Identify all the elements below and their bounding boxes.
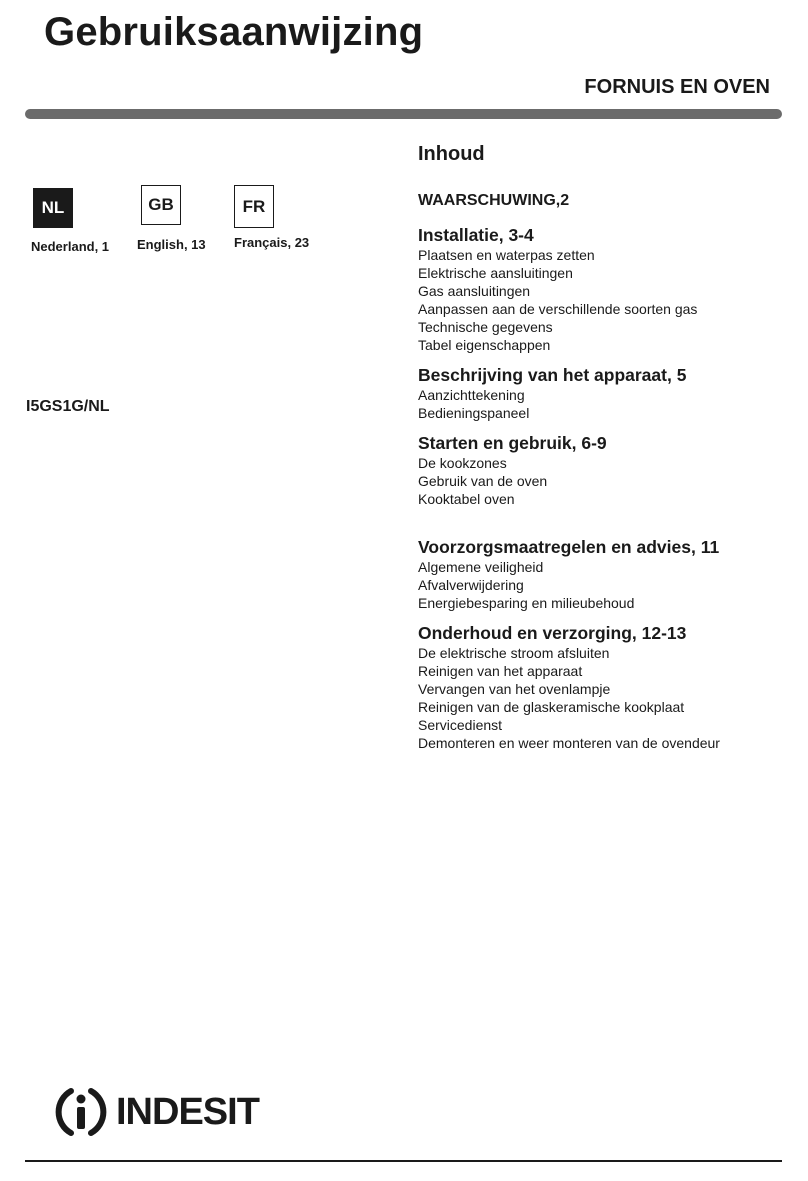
toc-section-title[interactable]: Starten en gebruik, 6-9 bbox=[418, 433, 607, 453]
indesit-i-circle-icon bbox=[52, 1083, 110, 1141]
toc-heading: Inhoud bbox=[418, 143, 485, 165]
toc-item[interactable]: Gas aansluitingen bbox=[418, 283, 531, 299]
brand-logo bbox=[52, 1083, 259, 1141]
header-divider bbox=[25, 109, 782, 119]
toc-item[interactable]: Elektrische aansluitingen bbox=[418, 265, 573, 281]
toc-section-starten bbox=[418, 432, 788, 508]
toc-item[interactable]: Aanzichttekening bbox=[418, 387, 525, 403]
toc-item[interactable]: Vervangen van het ovenlampje bbox=[418, 681, 611, 697]
toc-item[interactable]: Technische gegevens bbox=[418, 319, 553, 335]
toc-item[interactable]: Demonteren en weer monteren van de ovendeur bbox=[418, 735, 720, 751]
footer-divider bbox=[25, 1160, 782, 1162]
lang-button-nl[interactable] bbox=[33, 188, 73, 228]
toc-item[interactable]: Energiebesparing en milieubehoud bbox=[418, 595, 635, 611]
toc-item[interactable]: Algemene veiligheid bbox=[418, 559, 544, 575]
toc-section-installatie bbox=[418, 224, 788, 354]
toc-section-title[interactable]: Onderhoud en verzorging, 12-13 bbox=[418, 623, 687, 643]
toc-item[interactable]: Gebruik van de oven bbox=[418, 473, 548, 489]
table-of-contents bbox=[418, 143, 788, 762]
model-number: I5GS1G/NL bbox=[26, 398, 110, 415]
toc-section-title[interactable]: Voorzorgsmaatregelen en advies, 11 bbox=[418, 537, 720, 557]
toc-item[interactable]: Kooktabel oven bbox=[418, 491, 515, 507]
toc-item[interactable]: Plaatsen en waterpas zetten bbox=[418, 247, 595, 263]
lang-caption-gb[interactable]: English, 13 bbox=[137, 237, 206, 252]
toc-section-onderhoud bbox=[418, 622, 788, 752]
toc-item[interactable]: Servicedienst bbox=[418, 717, 503, 733]
lang-code-fr: FR bbox=[242, 196, 266, 216]
lang-button-fr[interactable] bbox=[234, 185, 274, 228]
toc-item[interactable]: Reinigen van het apparaat bbox=[418, 663, 583, 679]
toc-section-voorzorg bbox=[418, 536, 788, 612]
toc-section-title[interactable]: Installatie, 3-4 bbox=[418, 225, 534, 245]
lang-caption-nl[interactable]: Nederland, 1 bbox=[31, 239, 110, 254]
toc-item[interactable]: Tabel eigenschappen bbox=[418, 337, 551, 353]
lang-button-gb[interactable] bbox=[141, 185, 181, 225]
lang-code-nl: NL bbox=[41, 198, 65, 217]
toc-section-title[interactable]: WAARSCHUWING,2 bbox=[418, 192, 570, 209]
brand-wordmark: INDESIT bbox=[116, 1090, 259, 1133]
lang-caption-fr[interactable]: Français, 23 bbox=[234, 235, 310, 250]
toc-item[interactable]: Reinigen van de glaskeramische kookplaat bbox=[418, 699, 685, 715]
toc-item[interactable]: Aanpassen aan de verschillende soorten gas bbox=[418, 301, 698, 317]
toc-item[interactable]: De elektrische stroom afsluiten bbox=[418, 645, 610, 661]
toc-item[interactable]: Bedieningspaneel bbox=[418, 405, 530, 421]
toc-section-title[interactable]: Beschrijving van het apparaat, 5 bbox=[418, 365, 687, 385]
toc-item[interactable]: Afvalverwijdering bbox=[418, 577, 524, 593]
lang-code-gb: GB bbox=[148, 195, 174, 214]
toc-item[interactable]: De kookzones bbox=[418, 455, 507, 471]
page-title: Gebruiksaanwijzing bbox=[44, 10, 424, 54]
product-type: FORNUIS EN OVEN bbox=[584, 76, 770, 98]
toc-section-warning bbox=[418, 190, 788, 212]
toc-section-beschrijving bbox=[418, 364, 788, 422]
